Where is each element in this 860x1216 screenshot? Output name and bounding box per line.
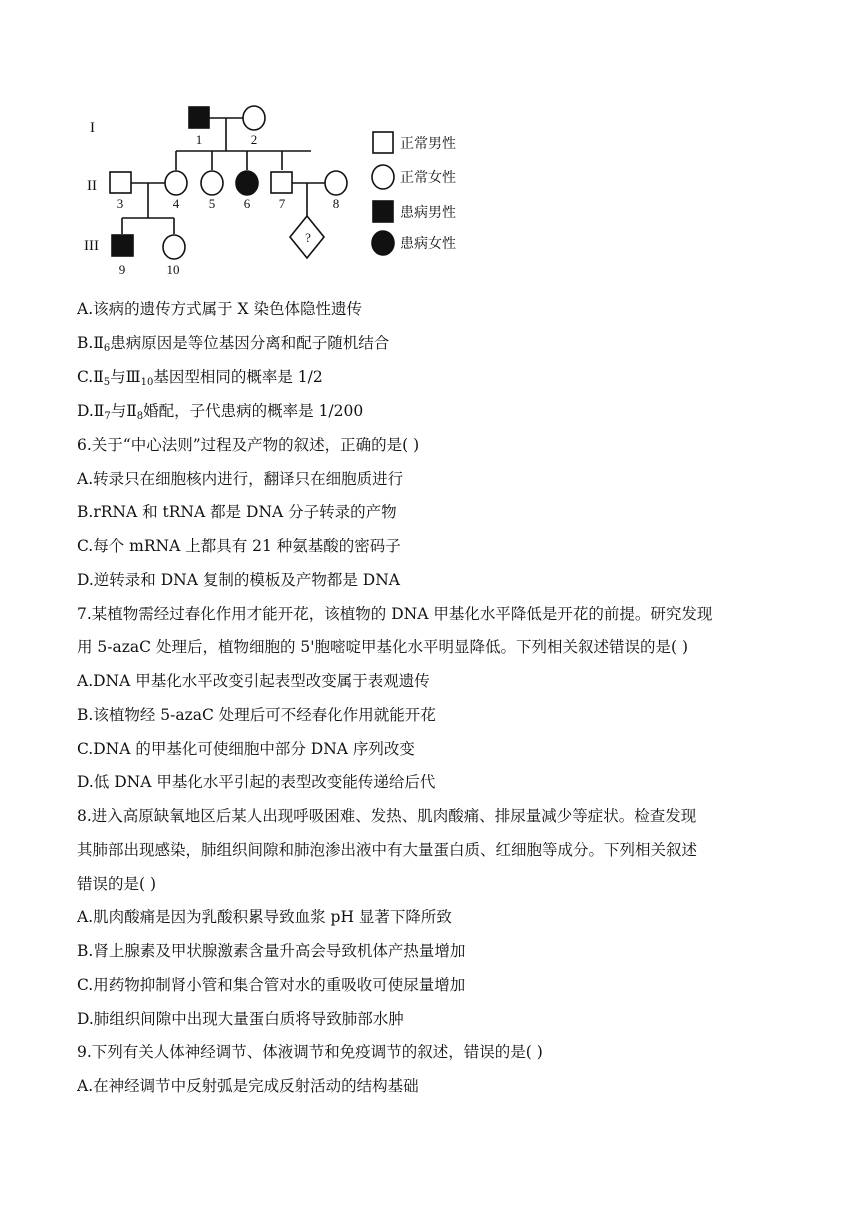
gen-label-3: III <box>84 238 99 254</box>
q5-option-d <box>77 400 363 428</box>
q5-option-c <box>77 366 323 394</box>
q5-option-d-post: 婚配，子代患病的概率是 1/200 <box>143 402 364 420</box>
member-label-9: 9 <box>118 262 126 277</box>
q7-option-c: C.DNA 的甲基化可使细胞中部分 DNA 序列改变 <box>77 740 415 758</box>
q7-option-d: D.低 DNA 甲基化水平引起的表型改变能传递给后代 <box>77 773 436 791</box>
unknown-mark: ? <box>305 230 311 245</box>
q5-option-c-sub2: 10 <box>140 377 154 388</box>
q8-option-c: C.用药物抑制肾小管和集合管对水的重吸收可使尿量增加 <box>77 976 466 994</box>
q8-stem-line3: 错误的是( ) <box>77 875 157 893</box>
member-2-normal-female <box>243 106 265 130</box>
q5-option-c-sub1: 5 <box>103 377 111 388</box>
member-label-4: 4 <box>172 196 180 211</box>
q6-option-c: C.每个 mRNA 上都具有 21 种氨基酸的密码子 <box>77 537 401 555</box>
member-1-affected-male <box>189 107 209 128</box>
member-5-normal-female <box>201 171 223 195</box>
q6-stem: 6.关于“中心法则”过程及产物的叙述，正确的是( ) <box>77 436 420 454</box>
q9-option-a: A.在神经调节中反射弧是完成反射活动的结构基础 <box>77 1077 419 1095</box>
legend-normal-male-label: 正常男性 <box>400 137 456 152</box>
member-label-1: 1 <box>195 132 203 147</box>
q5-option-c-post: 基因型相同的概率是 1/2 <box>153 368 323 386</box>
q6-option-a: A.转录只在细胞核内进行，翻译只在细胞质进行 <box>77 470 404 488</box>
member-label-6: 6 <box>243 196 251 211</box>
q5-option-c-mid: 与Ⅲ <box>110 368 141 386</box>
q5-option-c-pre: C.Ⅱ <box>77 368 104 386</box>
q7-stem-line2: 用 5-azaC 处理后，植物细胞的 5'胞嘧啶甲基化水平明显降低。下列相关叙述错误的是( ) <box>77 638 689 656</box>
q7-option-b: B.该植物经 5-azaC 处理后可不经春化作用就能开花 <box>77 706 436 724</box>
q9-stem: 9.下列有关人体神经调节、体液调节和免疫调节的叙述，错误的是( ) <box>77 1043 543 1061</box>
q5-option-b <box>77 332 389 360</box>
legend-normal-female-label: 正常女性 <box>400 171 456 186</box>
gen-label-2: II <box>87 178 97 194</box>
member-label-5: 5 <box>208 196 216 211</box>
q5-option-d-pre: D.Ⅱ <box>77 402 105 420</box>
legend-normal-female-icon <box>372 165 394 189</box>
q5-option-d-sub2: 8 <box>136 411 144 422</box>
q5-option-a-text: A.该病的遗传方式属于 X 染色体隐性遗传 <box>77 300 363 318</box>
pedigree-chart <box>76 98 476 282</box>
q5-option-b-sub: 6 <box>103 343 111 354</box>
q6-option-b: B.rRNA 和 tRNA 都是 DNA 分子转录的产物 <box>77 503 397 521</box>
q5-option-d-mid: 与Ⅱ <box>110 402 137 420</box>
q5-option-d-sub1: 7 <box>104 411 111 422</box>
q6-option-d: D.逆转录和 DNA 复制的模板及产物都是 DNA <box>77 571 400 589</box>
member-label-10: 10 <box>166 262 180 277</box>
q7-stem-line1: 7.某植物需经过春化作用才能开花，该植物的 DNA 甲基化水平降低是开花的前提。研究发现 <box>77 605 713 623</box>
member-6-affected-female <box>236 171 258 195</box>
member-10-normal-female <box>163 235 185 259</box>
member-4-normal-female <box>165 171 187 195</box>
q8-option-d: D.肺组织间隙中出现大量蛋白质将导致肺部水肿 <box>77 1010 404 1028</box>
q8-option-a: A.肌肉酸痛是因为乳酸积累导致血浆 pH 显著下降所致 <box>77 908 452 926</box>
q5-option-b-text: 患病原因是等位基因分离和配子随机结合 <box>110 334 390 352</box>
q8-option-b: B.肾上腺素及甲状腺激素含量升高会导致机体产热量增加 <box>77 942 466 960</box>
legend-affected-male-icon <box>373 201 393 222</box>
member-3-normal-male <box>110 172 131 193</box>
member-9-affected-male <box>112 235 133 256</box>
gen-label-1: I <box>90 120 95 136</box>
legend-affected-male-label: 患病男性 <box>400 206 456 221</box>
member-label-3: 3 <box>116 196 124 211</box>
q8-stem-line2: 其肺部出现感染，肺组织间隙和肺泡渗出液中有大量蛋白质、红细胞等成分。下列相关叙述 <box>77 841 698 859</box>
member-label-8: 8 <box>332 196 340 211</box>
member-7-normal-male <box>271 172 292 193</box>
member-label-2: 2 <box>250 132 258 147</box>
legend-affected-female-label: 患病女性 <box>400 237 456 252</box>
member-label-7: 7 <box>278 196 286 211</box>
legend-affected-female-icon <box>372 231 394 255</box>
q8-stem-line1: 8.进入高原缺氧地区后某人出现呼吸困难、发热、肌肉酸痛、排尿量减少等症状。检查发现 <box>77 807 697 825</box>
legend-normal-male-icon <box>373 132 393 153</box>
q5-option-a <box>77 298 362 320</box>
q7-option-a: A.DNA 甲基化水平改变引起表型改变属于表观遗传 <box>77 672 430 690</box>
member-8-normal-female <box>325 171 347 195</box>
q5-option-b-pre: B.Ⅱ <box>77 334 104 352</box>
